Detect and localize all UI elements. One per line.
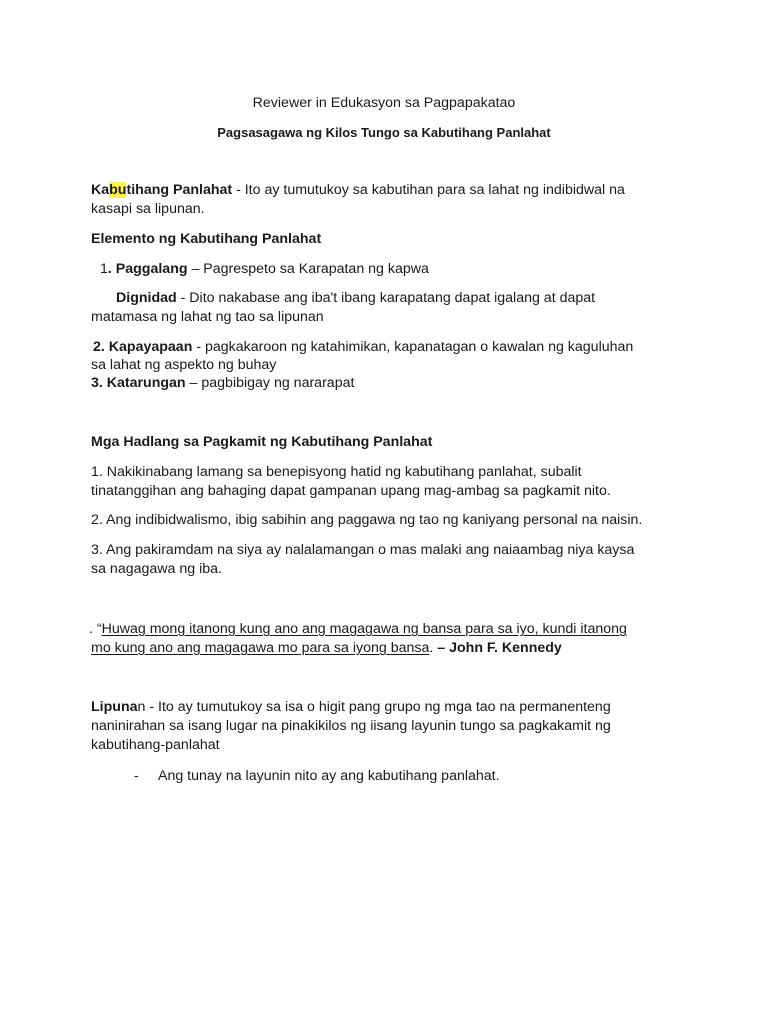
definition-text: - Ito ay tumutukoy sa isa o higit pang grupo ng mga tao na permanenteng <box>145 699 611 715</box>
quote-period: . <box>429 640 434 656</box>
lipunan-term-tail: n <box>137 699 146 715</box>
elemento-item-2-line2: sa lahat ng aspekto ng buhay <box>91 357 277 373</box>
item-term: 2. Kapayapaan <box>93 339 193 355</box>
elemento-item-2 <box>93 338 633 357</box>
quote-line2 <box>91 639 562 658</box>
quote-line1 <box>89 620 627 639</box>
term-part: Ka <box>91 182 110 198</box>
elemento-heading: Elemento ng Kabutihang Panlahat <box>91 231 322 247</box>
kabutihang-definition-line2: kasapi sa lipunan. <box>91 201 205 217</box>
quote-author: – John F. Kennedy <box>433 640 562 656</box>
bullet-item: Ang tunay na layunin nito ay ang kabutihang panlahat. <box>158 768 500 784</box>
elemento-item-3 <box>91 374 354 393</box>
quote-text: Huwag mong itanong kung ano ang magagawa ng bansa para sa iyo, kundi itanong <box>101 621 627 637</box>
item-text: - pagkakaroon ng katahimikan, kapanatagan o kawalan ng kaguluhan <box>192 339 634 355</box>
kabutihang-term <box>91 182 232 198</box>
lipunan-term: Lipuna <box>91 699 138 715</box>
elemento-item-1 <box>100 260 429 279</box>
lipunan-definition-line3: kabutihang-panlahat <box>91 737 220 753</box>
item-text: – pagbibigay ng nararapat <box>185 375 355 391</box>
document-subtitle: Pagsasagawa ng Kilos Tungo sa Kabutihang Panlahat <box>217 125 551 140</box>
hadlang-item-1-line2: tinatanggihan ang bahaging dapat gampanan upang mag-ambag sa pagkamit nito. <box>91 483 611 499</box>
item-text: – Pagrespeto sa Karapatan ng kapwa <box>187 261 429 277</box>
hadlang-item-3-line2: sa nagagawa ng iba. <box>91 561 222 577</box>
quote-prefix: . “ <box>89 621 102 637</box>
hadlang-item-3-line1: 3. Ang pakiramdam na siya ay nalalamangan o mas malaki ang naiaambag niya kaysa <box>91 542 635 558</box>
dignidad-term: Dignidad <box>116 290 177 306</box>
item-term: Paggalang <box>111 261 188 277</box>
hadlang-item-2: 2. Ang indibidwalismo, ibig sabihin ang paggawa ng tao ng kaniyang personal na naisin. <box>91 512 643 528</box>
hadlang-heading: Mga Hadlang sa Pagkamit ng Kabutihang Panlahat <box>91 434 433 450</box>
dignidad-line2: matamasa ng lahat ng tao sa lipunan <box>91 309 324 325</box>
bullet-dash: - <box>134 768 139 784</box>
lipunan-definition-line2: naninirahan sa isang lugar na pinakikilos ng iisang layunin tungo sa pagkakamit ng <box>91 718 611 734</box>
hadlang-item-1-line1: 1. Nakikinabang lamang sa benepisyong hatid ng kabutihang panlahat, subalit <box>91 464 582 480</box>
item-number: 1 <box>100 261 108 277</box>
kabutihang-definition-line1 <box>91 181 625 200</box>
term-highlight: bu <box>109 182 127 198</box>
item-dot: . <box>107 261 112 277</box>
quote-text: mo kung ano ang magagawa mo para sa iyong bansa <box>91 640 430 656</box>
dignidad-text: - Dito nakabase ang iba't ibang karapatang dapat igalang at dapat <box>176 290 596 306</box>
term-part: tihang Panlahat <box>126 182 233 198</box>
item-term: 3. Katarungan <box>91 375 186 391</box>
document-title: Reviewer in Edukasyon sa Pagpapakatao <box>252 95 516 111</box>
definition-text: - Ito ay tumutukoy sa kabutihan para sa lahat ng indibidwal na <box>232 182 625 198</box>
lipunan-definition-line1 <box>91 698 611 717</box>
dignidad-line1 <box>116 289 595 308</box>
